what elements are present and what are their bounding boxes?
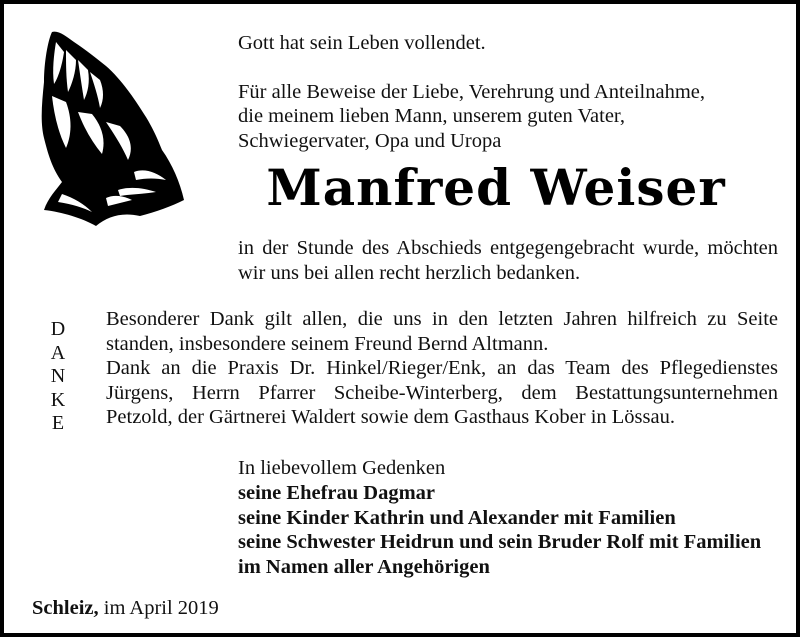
special-thanks-paragraph: Besonderer Dank gilt allen, die uns in den letzten Jahren hilfreich zu Seite standen, insbesondere seinem Freund Bernd Altmann.: [106, 308, 778, 355]
family-entry: seine Kinder Kathrin und Alexander mit Familien: [238, 506, 676, 529]
place-date-text: im April 2019: [103, 597, 219, 619]
danke-letter: E: [51, 412, 65, 434]
place-town: Schleiz,: [32, 597, 99, 619]
praying-hands-icon: [22, 22, 188, 228]
danke-letter: A: [50, 341, 66, 364]
family-entry: seine Ehefrau Dagmar: [238, 482, 436, 504]
thanks-text: in der Stunde des Abschieds entgegengebracht wurde, möchten wir uns bei allen recht herzlich bedanken.: [238, 237, 778, 284]
family-entry: im Namen aller Angehörigen: [238, 555, 490, 578]
intro-line: Gott hat sein Leben vollendet.: [238, 32, 486, 54]
intro-line: Schwiegervater, Opa und Uropa: [238, 129, 502, 152]
intro-text: [238, 31, 778, 153]
danke-vertical: [47, 318, 69, 436]
place-date: [32, 596, 219, 621]
intro-line: Für alle Beweise der Liebe, Verehrung und Anteilnahme,: [238, 80, 705, 103]
intro-line: die meinem lieben Mann, unserem guten Vater,: [238, 105, 626, 127]
gedenken-line: In liebevollem Gedenken: [238, 457, 446, 479]
special-thanks-paragraph: Dank an die Praxis Dr. Hinkel/Rieger/Enk, an das Team des Pflegedienstes Jürgens, Herrn Pfarrer Scheibe-Winterberg, dem Bestattungsunternehmen Petzold, der Gärtnerei Waldert sowie dem Gasthaus Kober in Lössau.: [106, 357, 778, 428]
special-thanks: [106, 307, 778, 430]
danke-letter: D: [50, 318, 66, 340]
family-list: [238, 481, 761, 579]
danke-letter: K: [50, 388, 66, 411]
deceased-name: Manfred Weiser: [266, 158, 726, 217]
family-entry: seine Schwester Heidrun und sein Bruder Rolf mit Familien: [238, 531, 762, 553]
danke-letter: N: [50, 365, 66, 387]
